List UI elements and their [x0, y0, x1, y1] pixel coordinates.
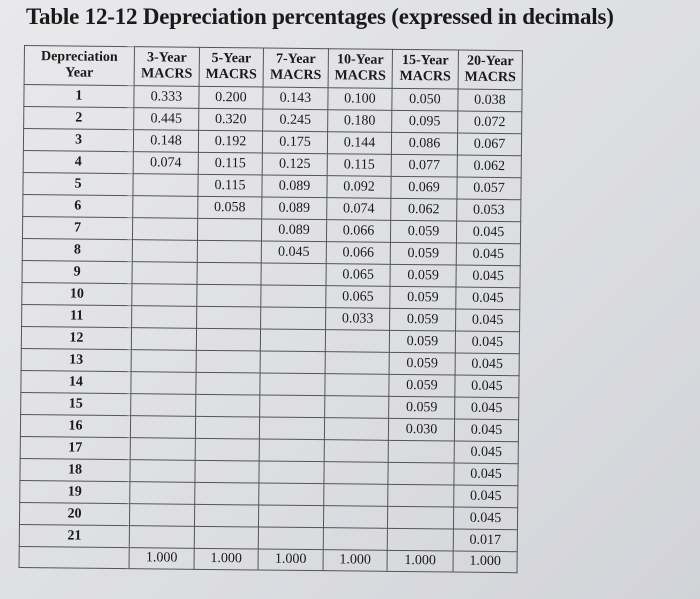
value-cell: 0.067 — [457, 133, 521, 156]
value-cell — [325, 352, 389, 375]
value-cell — [260, 373, 325, 396]
value-cell: 0.115 — [198, 174, 262, 197]
value-cell: 0.066 — [326, 220, 390, 243]
value-cell — [197, 218, 261, 241]
year-cell — [19, 546, 129, 568]
value-cell — [197, 262, 261, 285]
value-cell — [196, 350, 260, 373]
value-cell: 0.180 — [328, 110, 392, 133]
header-15-year: 15-Year MACRS — [392, 49, 458, 89]
header-7-year: 7-Year MACRS — [263, 48, 328, 88]
value-cell: 0.059 — [389, 352, 455, 375]
year-cell: 13 — [21, 348, 131, 371]
value-cell — [130, 482, 195, 505]
year-cell: 4 — [23, 150, 133, 173]
year-cell: 18 — [20, 458, 130, 481]
value-cell: 0.089 — [262, 197, 327, 220]
value-cell — [388, 440, 454, 463]
year-cell: 17 — [20, 436, 130, 459]
year-cell: 19 — [20, 480, 130, 503]
value-cell — [133, 174, 198, 197]
value-cell: 0.059 — [390, 286, 456, 309]
header-3-year: 3-Year MACRS — [134, 47, 199, 87]
value-cell — [130, 460, 195, 483]
value-cell — [388, 484, 454, 507]
value-cell — [323, 506, 387, 529]
value-cell: 0.092 — [327, 176, 391, 199]
value-cell: 0.059 — [390, 264, 456, 287]
value-cell: 1.000 — [258, 549, 323, 571]
value-cell: 0.017 — [453, 529, 517, 552]
value-cell: 0.045 — [455, 331, 519, 354]
value-cell: 0.045 — [453, 507, 517, 530]
value-cell: 0.066 — [326, 242, 390, 265]
value-cell: 0.045 — [456, 309, 520, 332]
value-cell: 0.320 — [199, 108, 263, 131]
value-cell: 0.062 — [391, 198, 457, 221]
header-depreciation-year: Depreciation Year — [24, 46, 134, 86]
value-cell: 0.192 — [198, 130, 262, 153]
value-cell: 1.000 — [194, 548, 258, 570]
value-cell: 0.333 — [134, 86, 199, 109]
value-cell — [197, 306, 261, 329]
value-cell — [132, 284, 197, 307]
value-cell — [131, 372, 196, 395]
header-5-year: 5-Year MACRS — [199, 47, 263, 87]
value-cell: 0.059 — [390, 242, 456, 265]
value-cell: 0.045 — [261, 241, 326, 264]
value-cell: 0.059 — [390, 308, 456, 331]
value-cell — [387, 528, 453, 551]
value-cell — [196, 394, 260, 417]
value-cell — [323, 528, 387, 551]
year-cell: 1 — [24, 85, 134, 108]
year-cell: 6 — [23, 194, 133, 217]
year-cell: 10 — [22, 282, 132, 305]
value-cell — [325, 330, 389, 353]
year-cell: 7 — [22, 216, 132, 239]
value-cell: 0.144 — [327, 132, 391, 155]
value-cell: 0.074 — [133, 152, 198, 175]
value-cell — [325, 396, 389, 419]
header-20-year: 20-Year MACRS — [458, 50, 522, 90]
value-cell: 0.059 — [389, 330, 455, 353]
depreciation-table — [19, 45, 523, 573]
value-cell — [325, 374, 389, 397]
value-cell: 0.045 — [455, 397, 519, 420]
value-cell — [131, 328, 196, 351]
year-cell: 3 — [23, 129, 133, 152]
value-cell — [258, 527, 323, 550]
year-cell: 8 — [22, 238, 132, 261]
value-cell — [260, 395, 325, 418]
value-cell — [261, 285, 326, 308]
value-cell: 0.148 — [133, 130, 198, 153]
value-cell — [196, 328, 260, 351]
value-cell: 0.143 — [263, 87, 328, 110]
value-cell: 0.045 — [456, 243, 520, 266]
value-cell — [261, 307, 326, 330]
value-cell: 0.200 — [199, 86, 263, 109]
year-cell: 21 — [19, 524, 129, 547]
value-cell — [129, 526, 194, 549]
value-cell — [132, 240, 197, 263]
value-cell — [133, 196, 198, 219]
value-cell: 0.033 — [326, 308, 390, 331]
value-cell: 1.000 — [323, 550, 387, 572]
value-cell: 0.245 — [263, 109, 328, 132]
value-cell — [324, 418, 388, 441]
value-cell: 0.045 — [454, 419, 518, 442]
value-cell: 0.059 — [390, 220, 456, 243]
value-cell — [261, 263, 326, 286]
value-cell — [324, 484, 388, 507]
value-cell — [260, 329, 325, 352]
value-cell — [196, 372, 260, 395]
value-cell: 1.000 — [129, 548, 194, 570]
value-cell — [129, 504, 194, 527]
value-cell: 0.045 — [455, 353, 519, 376]
value-cell: 0.030 — [388, 418, 454, 441]
value-cell: 0.038 — [458, 89, 522, 112]
table-title: Table 12-12 Depreciation percentages (expressed in decimals) — [26, 4, 614, 29]
year-cell: 16 — [20, 414, 130, 437]
value-cell — [258, 505, 323, 528]
value-cell — [260, 351, 325, 374]
value-cell — [195, 416, 259, 439]
value-cell — [195, 460, 259, 483]
value-cell: 0.089 — [262, 175, 327, 198]
value-cell: 0.045 — [456, 221, 520, 244]
year-cell: 2 — [24, 107, 134, 130]
value-cell: 0.175 — [262, 131, 327, 154]
value-cell: 0.089 — [261, 219, 326, 242]
value-cell: 0.050 — [392, 88, 458, 111]
value-cell: 0.125 — [262, 153, 327, 176]
value-cell — [131, 350, 196, 373]
value-cell — [132, 262, 197, 285]
year-cell: 15 — [21, 392, 131, 415]
year-cell: 5 — [23, 172, 133, 195]
value-cell — [259, 417, 324, 440]
value-cell — [197, 240, 261, 263]
value-cell: 1.000 — [387, 550, 453, 572]
value-cell — [259, 461, 324, 484]
year-cell: 12 — [21, 326, 131, 349]
value-cell: 0.065 — [326, 286, 390, 309]
value-cell: 0.045 — [454, 441, 518, 464]
value-cell: 0.445 — [134, 108, 199, 131]
value-cell — [259, 483, 324, 506]
value-cell — [197, 284, 261, 307]
value-cell — [195, 438, 259, 461]
value-cell: 0.095 — [392, 110, 458, 133]
value-cell: 0.065 — [326, 264, 390, 287]
value-cell — [195, 482, 259, 505]
value-cell — [130, 416, 195, 439]
value-cell — [130, 438, 195, 461]
value-cell — [132, 218, 197, 241]
year-cell: 9 — [22, 260, 132, 283]
header-row — [24, 46, 522, 90]
value-cell: 0.062 — [457, 155, 521, 178]
value-cell: 0.045 — [454, 485, 518, 508]
value-cell: 1.000 — [453, 551, 517, 573]
year-cell: 11 — [22, 304, 132, 327]
value-cell — [194, 504, 258, 527]
value-cell: 0.057 — [457, 177, 521, 200]
value-cell: 0.045 — [455, 375, 519, 398]
value-cell — [324, 440, 388, 463]
totals-row — [19, 546, 517, 572]
value-cell — [259, 439, 324, 462]
value-cell: 0.115 — [198, 152, 262, 175]
value-cell: 0.077 — [391, 154, 457, 177]
value-cell — [131, 394, 196, 417]
year-cell: 14 — [21, 370, 131, 393]
value-cell: 0.058 — [198, 196, 262, 219]
value-cell: 0.072 — [458, 111, 522, 134]
header-10-year: 10-Year MACRS — [328, 49, 392, 89]
value-cell: 0.053 — [457, 199, 521, 222]
value-cell — [324, 462, 388, 485]
value-cell: 0.115 — [327, 154, 391, 177]
value-cell — [194, 526, 258, 549]
value-cell — [388, 462, 454, 485]
value-cell: 0.045 — [456, 265, 520, 288]
value-cell: 0.059 — [389, 374, 455, 397]
value-cell: 0.045 — [456, 287, 520, 310]
value-cell: 0.069 — [391, 176, 457, 199]
value-cell: 0.059 — [389, 396, 455, 419]
year-cell: 20 — [19, 502, 129, 525]
value-cell — [132, 306, 197, 329]
value-cell: 0.100 — [328, 88, 392, 111]
value-cell: 0.045 — [454, 463, 518, 486]
value-cell — [387, 506, 453, 529]
value-cell: 0.086 — [391, 132, 457, 155]
value-cell: 0.074 — [327, 198, 391, 221]
